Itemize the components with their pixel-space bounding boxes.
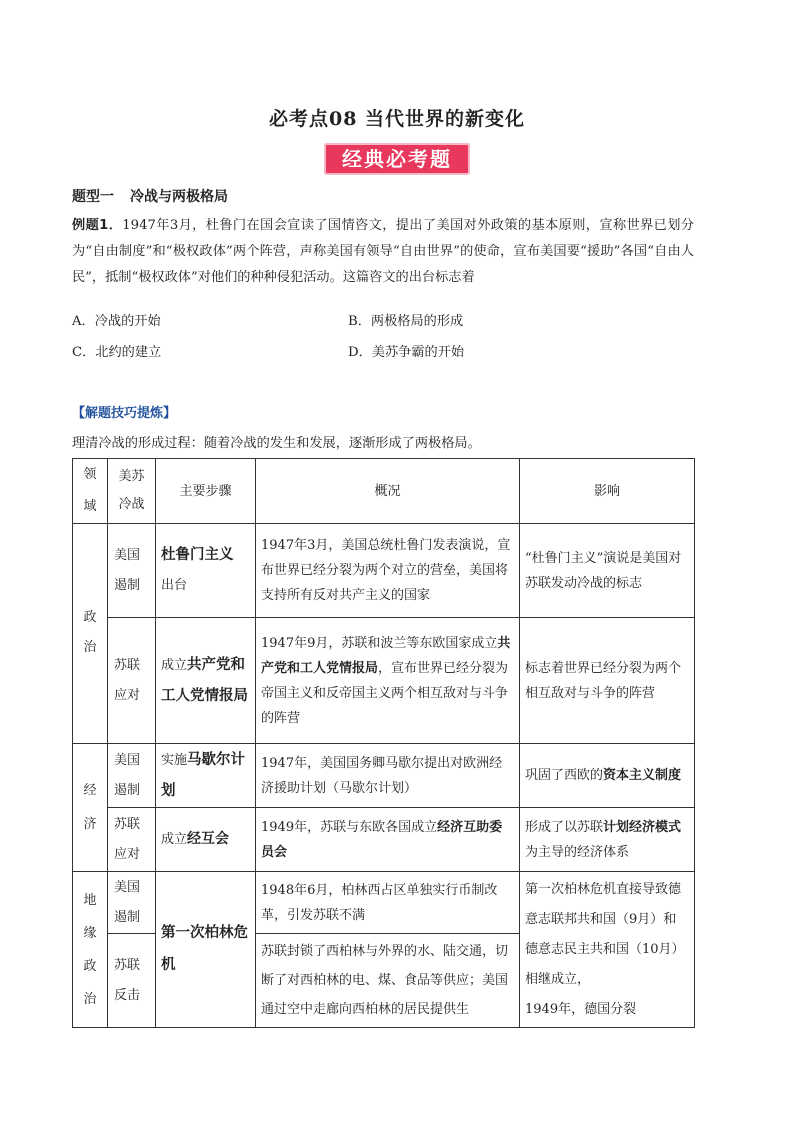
table-row	[73, 872, 695, 934]
header-domain: 领域	[73, 459, 108, 524]
domain-politics: 政治	[73, 524, 108, 744]
table-row	[73, 618, 695, 744]
cold-war-table	[72, 458, 695, 1028]
table-row	[73, 744, 695, 808]
section-banner: 经典必考题	[324, 143, 470, 175]
step-cell: 成立共产党和工人党情报局	[156, 618, 256, 744]
option-a: A．冷战的开始	[72, 314, 161, 329]
question-stem	[72, 213, 694, 291]
impact-cell: 形成了以苏联计划经济模式为主导的经济体系	[520, 808, 695, 872]
impact-cell-berlin: 第一次柏林危机直接导致德意志联邦共和国（9月）和德意志民主共和国（10月）相继成立， 1949年，德国分裂	[520, 872, 695, 1028]
overview-cell: 苏联封锁了西柏林与外界的水、陆交通，切断了对西柏林的电、煤、食品等供应；美国通过空中走廊向西柏林的居民提供生	[256, 934, 520, 1028]
side-cell: 苏联反击	[108, 934, 156, 1028]
header-impact: 影响	[520, 459, 695, 524]
impact-cell: “杜鲁门主义”演说是美国对苏联发动冷战的标志	[520, 524, 695, 618]
side-cell: 美国遏制	[108, 872, 156, 934]
step-cell-berlin: 第一次柏林危机	[156, 872, 256, 1028]
header-side: 美苏冷战	[108, 459, 156, 524]
tips-body: 理清冷战的形成过程：随着冷战的发生和发展，逐渐形成了两极格局。	[72, 436, 481, 451]
section-label: 题型一	[72, 189, 114, 205]
domain-geopolitics: 地缘政治	[73, 872, 108, 1028]
header-step: 主要步骤	[156, 459, 256, 524]
table-row	[73, 808, 695, 872]
side-cell: 美国遏制	[108, 744, 156, 808]
impact-cell: 标志着世界已经分裂为两个相互敌对与斗争的阵营	[520, 618, 695, 744]
domain-economy: 经济	[73, 744, 108, 872]
overview-cell: 1947年，美国国务卿马歇尔提出对欧洲经济援助计划（马歇尔计划）	[256, 744, 520, 808]
step-cell: 实施马歇尔计划	[156, 744, 256, 808]
question-text: 1947年3月，杜鲁门在国会宣读了国情咨文，提出了美国对外政策的基本原则，宣称世界已划分为“自由制度”和“极权政体”两个阵营，声称美国有领导“自由世界”的使命，宣布美国要“援助”各国“自由人民”，抵制“极权政体”对他们的种种侵犯活动。这篇咨文的出台标志着	[72, 218, 694, 285]
table-row	[73, 524, 695, 618]
impact-cell: 巩固了西欧的资本主义制度	[520, 744, 695, 808]
overview-cell: 1948年6月，柏林西占区单独实行币制改革，引发苏联不满	[256, 872, 520, 934]
overview-cell: 1949年，苏联与东欧各国成立经济互助委员会	[256, 808, 520, 872]
step-cell: 成立经互会	[156, 808, 256, 872]
side-cell: 苏联应对	[108, 808, 156, 872]
option-b: B．两极格局的形成	[348, 314, 464, 329]
table-header-row	[73, 459, 695, 524]
side-cell: 苏联应对	[108, 618, 156, 744]
side-cell: 美国遏制	[108, 524, 156, 618]
overview-cell: 1947年9月，苏联和波兰等东欧国家成立共产党和工人党情报局，宣布世界已经分裂为帝国主义和反帝国主义两个相互敌对与斗争的阵营	[256, 618, 520, 744]
page-title: 必考点08 当代世界的新变化	[268, 108, 526, 130]
section-heading	[72, 186, 228, 206]
step-cell: 杜鲁门主义 出台	[156, 524, 256, 618]
header-overview: 概况	[256, 459, 520, 524]
tips-heading: 【解题技巧提炼】	[72, 406, 177, 421]
section-name: 冷战与两极格局	[130, 189, 228, 205]
option-c: C．北约的建立	[72, 345, 162, 360]
question-label: 例题1．	[72, 218, 123, 233]
overview-cell: 1947年3月，美国总统杜鲁门发表演说，宣布世界已经分裂为两个对立的营垒，美国将支持所有反对共产主义的国家	[256, 524, 520, 618]
option-d: D．美苏争霸的开始	[348, 345, 465, 360]
